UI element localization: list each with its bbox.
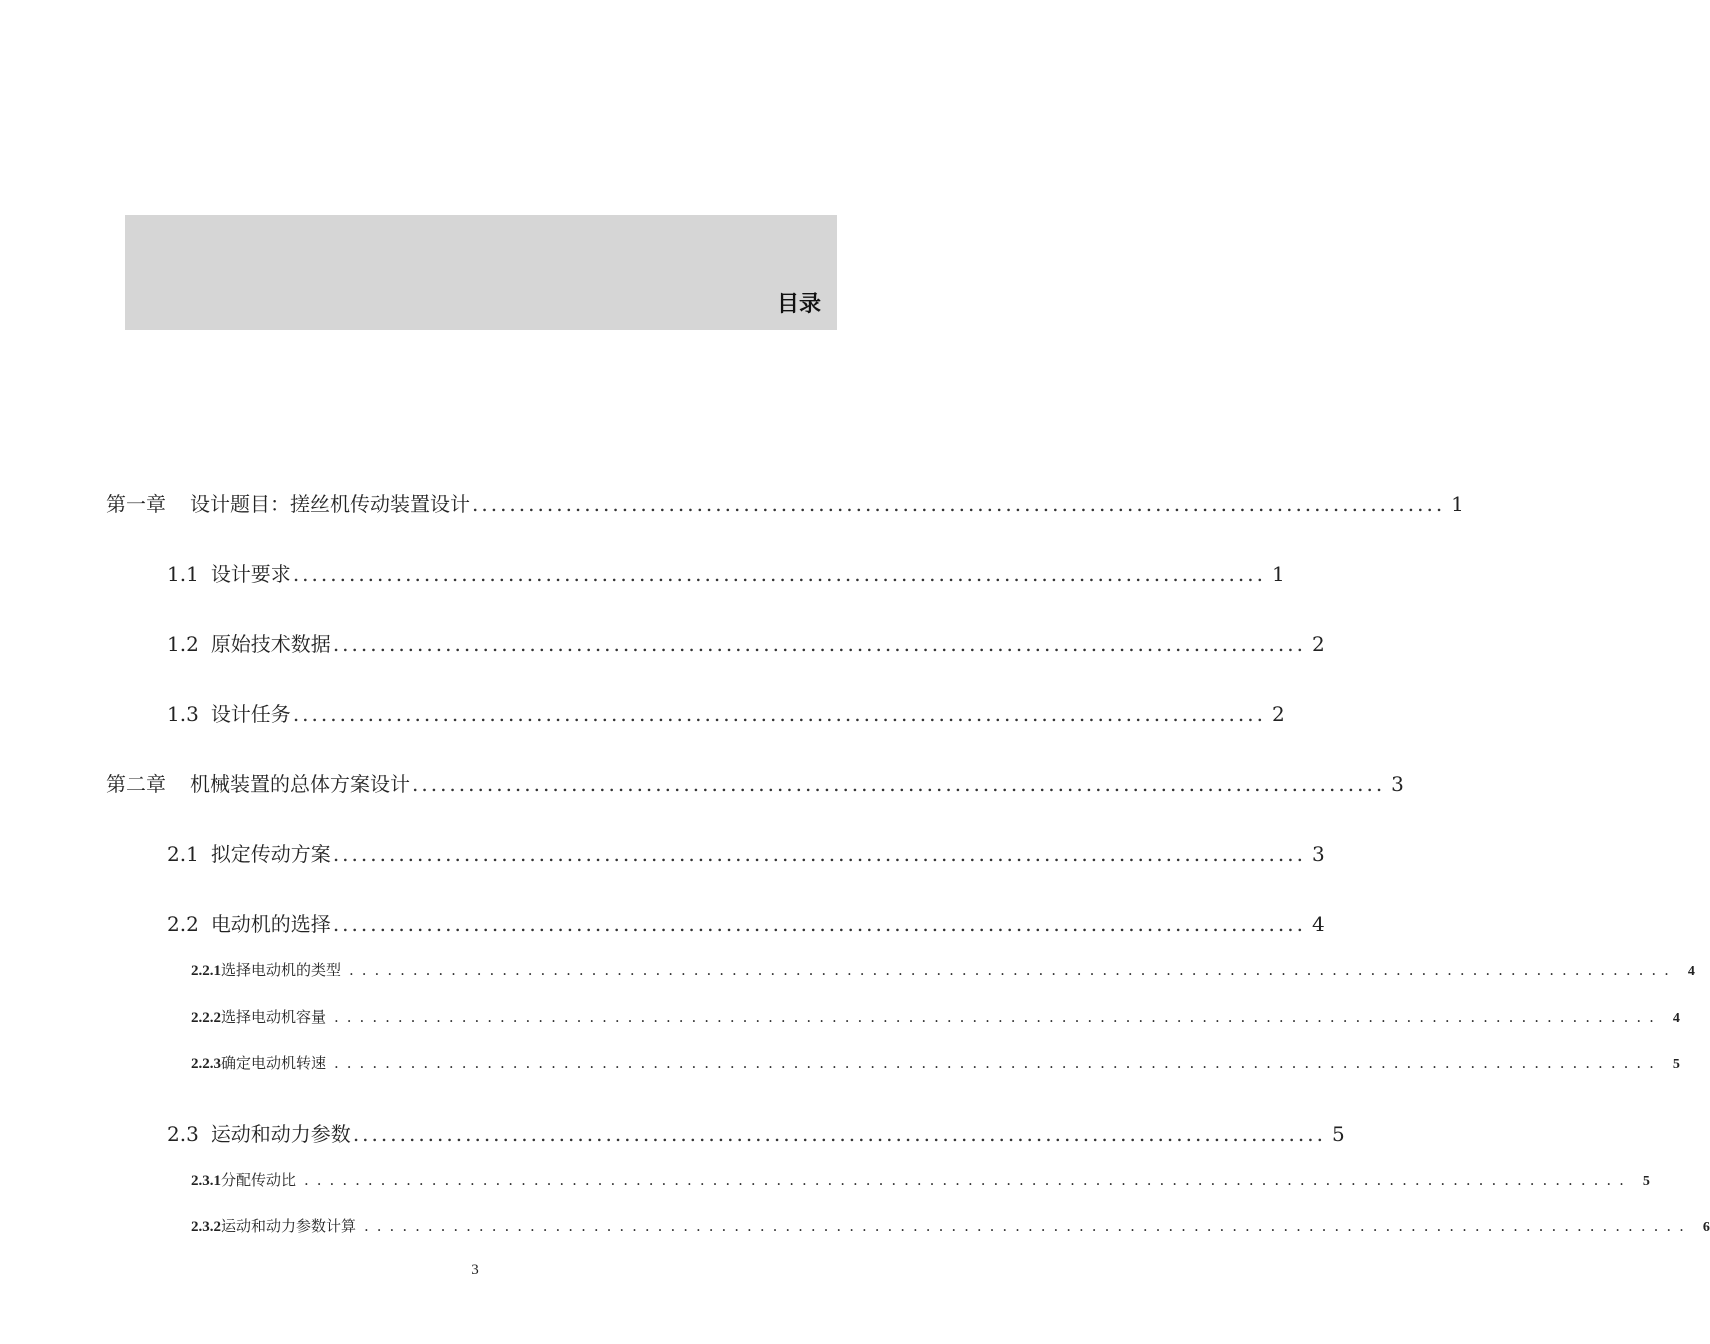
toc-entry-page: 1 bbox=[1451, 492, 1464, 516]
toc-dot-leader: ........................................................................................................ bbox=[304, 1171, 1632, 1189]
toc-entry-page: 4 bbox=[1311, 912, 1325, 936]
toc-header-band bbox=[125, 215, 837, 330]
toc-entry-page: 5 bbox=[1672, 1057, 1680, 1072]
toc-dot-leader: ........................................................................................................ bbox=[352, 1122, 1326, 1146]
toc-entry[interactable] bbox=[167, 558, 1285, 587]
toc-entry-title: 设计要求 bbox=[210, 562, 291, 586]
toc-entry-number: 2.3.1 bbox=[191, 1173, 221, 1189]
toc-dot-leader: ........................................................................................................ bbox=[334, 1008, 1662, 1026]
toc-entry-title: 电动机的选择 bbox=[210, 912, 331, 936]
toc-entry-page: 3 bbox=[1391, 772, 1404, 796]
toc-dot-leader: ........................................................................................................ bbox=[332, 842, 1306, 866]
toc-entry[interactable] bbox=[167, 628, 1325, 657]
toc-dot-leader: ........................................................................................................ bbox=[334, 1054, 1662, 1072]
toc-entry-title: 拟定传动方案 bbox=[210, 842, 331, 866]
page-number: 3 bbox=[471, 1262, 479, 1278]
toc-entry-page: 6 bbox=[1702, 1220, 1710, 1235]
toc-entry-page: 3 bbox=[1311, 842, 1325, 866]
toc-entry[interactable] bbox=[191, 1169, 1650, 1190]
toc-entry[interactable] bbox=[167, 698, 1285, 727]
toc-entry-title: 设计任务 bbox=[210, 702, 291, 726]
toc-entry-title: 确定电动机转速 bbox=[221, 1054, 327, 1072]
toc-entry-title: 运动和动力参数计算 bbox=[221, 1217, 357, 1235]
toc-entry[interactable] bbox=[106, 768, 1404, 797]
toc-entry-title: 选择电动机容量 bbox=[221, 1008, 327, 1026]
toc-dot-leader: ........................................................................................................ bbox=[332, 912, 1306, 936]
toc-entry-number: 1.2 bbox=[167, 632, 199, 656]
toc-dot-leader: ........................................................................................................ bbox=[349, 961, 1677, 979]
toc-entry-title: 选择电动机的类型 bbox=[221, 961, 342, 979]
toc-dot-leader: ........................................................................................................ bbox=[364, 1217, 1692, 1235]
toc-entry-page: 4 bbox=[1687, 964, 1695, 979]
toc-entry-number: 第二章 bbox=[106, 772, 166, 796]
toc-entry-number: 2.3 bbox=[167, 1122, 199, 1146]
toc-entry-title: 设计题目：搓丝机传动装置设计 bbox=[190, 492, 470, 516]
toc-entry-page: 5 bbox=[1331, 1122, 1345, 1146]
toc-entry[interactable] bbox=[167, 838, 1325, 867]
toc-entry[interactable] bbox=[167, 908, 1325, 937]
toc-entry-page: 2 bbox=[1271, 702, 1285, 726]
toc-entry-number: 第一章 bbox=[106, 492, 166, 516]
toc-entry[interactable] bbox=[191, 1215, 1710, 1236]
toc-entry-title: 运动和动力参数 bbox=[210, 1122, 351, 1146]
toc-dot-leader: ........................................................................................................ bbox=[292, 562, 1266, 586]
toc-heading: 目录 bbox=[776, 292, 821, 317]
toc-entry-page: 1 bbox=[1271, 562, 1285, 586]
toc-entry-number: 1.3 bbox=[167, 702, 199, 726]
toc-entry[interactable] bbox=[191, 1006, 1680, 1027]
toc-entry-title: 机械装置的总体方案设计 bbox=[190, 772, 410, 796]
toc-dot-leader: ........................................................................................................ bbox=[332, 632, 1306, 656]
toc-entry-title: 原始技术数据 bbox=[210, 632, 331, 656]
toc-entry-page: 4 bbox=[1672, 1011, 1680, 1026]
toc-entry-number: 2.3.2 bbox=[191, 1219, 221, 1235]
toc-entry[interactable] bbox=[191, 1052, 1680, 1073]
toc-entry-number: 2.2.3 bbox=[191, 1056, 221, 1072]
toc-entry-number: 2.2.2 bbox=[191, 1010, 221, 1026]
toc-entry[interactable] bbox=[191, 959, 1695, 980]
toc-entry-page: 2 bbox=[1311, 632, 1325, 656]
toc-entry-page: 5 bbox=[1642, 1174, 1650, 1189]
toc-entry-title: 分配传动比 bbox=[221, 1171, 297, 1189]
toc-entry-number: 1.1 bbox=[167, 562, 199, 586]
toc-entry[interactable] bbox=[167, 1118, 1345, 1147]
toc-entry[interactable] bbox=[106, 488, 1464, 517]
toc-dot-leader: ........................................................................................................ bbox=[472, 492, 1446, 516]
toc-dot-leader: ........................................................................................................ bbox=[292, 702, 1266, 726]
toc-entry-number: 2.2 bbox=[167, 912, 199, 936]
toc-entry-number: 2.2.1 bbox=[191, 963, 221, 979]
toc-dot-leader: ........................................................................................................ bbox=[412, 772, 1386, 796]
toc-entry-number: 2.1 bbox=[167, 842, 199, 866]
